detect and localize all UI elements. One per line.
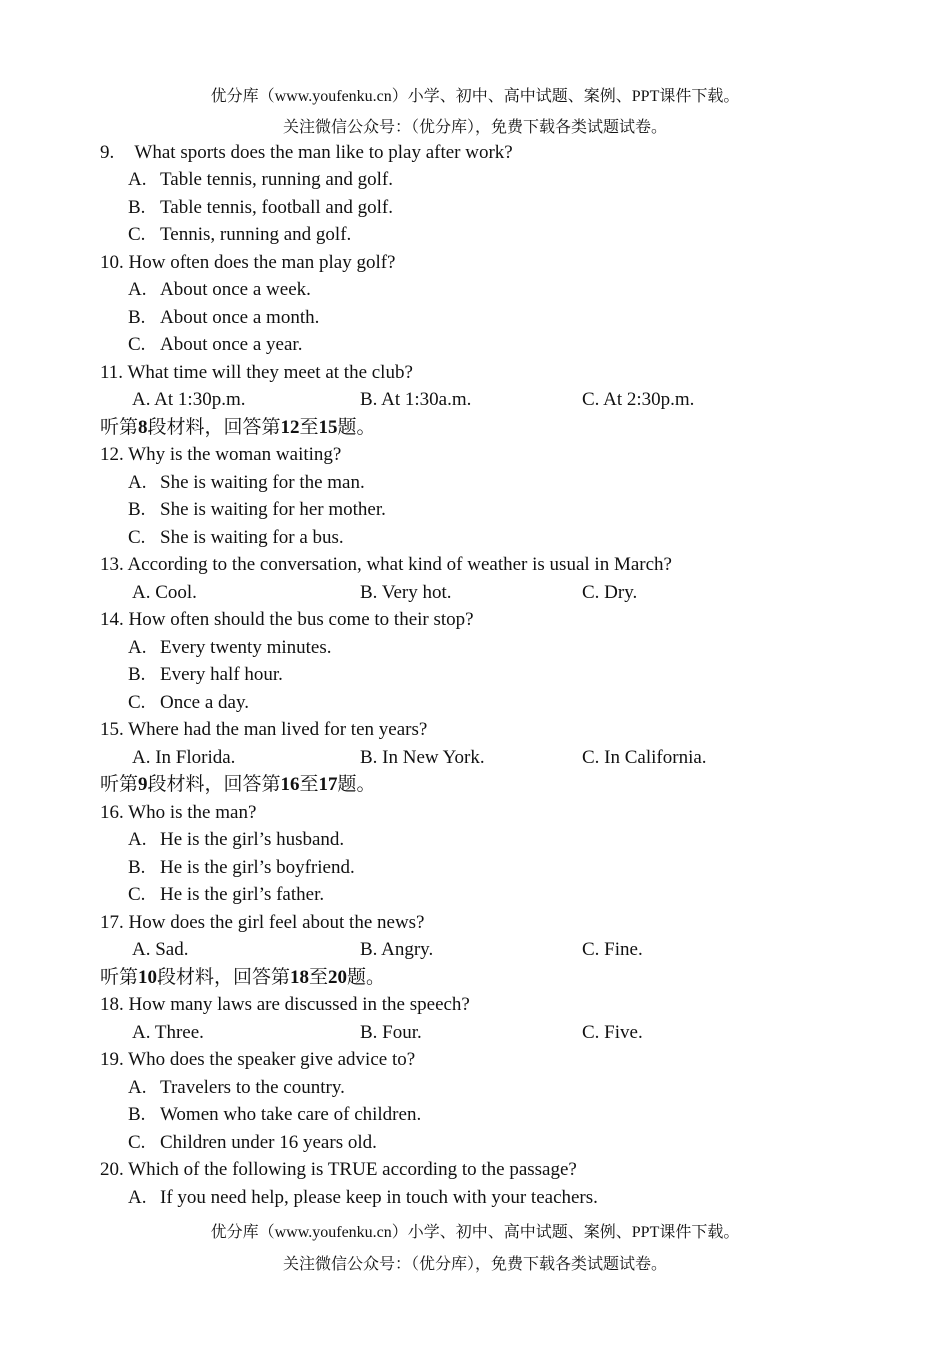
question-12 [100,443,341,467]
question-text: What sports does the man like to play after work? [134,142,513,163]
header-line-2: 关注微信公众号：（优分库），免费下载各类试题试卷。 [282,119,667,136]
option-10c: C. About once a year. [128,334,303,355]
option-17a: A. Sad. [132,939,189,960]
question-10 [100,251,395,275]
question-18 [100,993,470,1017]
question-text: How often should the bus come to their stop? [128,609,474,630]
footer-line-1: 优分库（www.youfenku.cn）小学、初中、高中试题、案例、PPT课件下载。 [210,1224,740,1241]
option-14b: B. Every half hour. [128,664,283,685]
question-17 [100,911,425,935]
option-14c: C. Once a day. [128,692,249,713]
option-19a: A. Travelers to the country. [128,1077,345,1098]
option-16c: C. He is the girl’s father. [128,884,325,905]
option-17b: B. Angry. [360,939,434,960]
option-18b: B. Four. [360,1022,422,1043]
question-text: Who does the speaker give advice to? [128,1049,416,1070]
option-11a: A. At 1:30p.m. [132,389,246,410]
question-text: Who is the man? [128,802,257,823]
question-number: 11. [100,362,124,383]
question-text: Which of the following is TRUE according to the passage? [128,1159,577,1180]
option-17c: C. Fine. [582,939,643,960]
question-number: 17. [100,912,124,933]
question-11 [100,361,413,385]
question-text: How often does the man play golf? [128,252,396,273]
option-18a: A. Three. [132,1022,204,1043]
question-number: 19. [100,1049,124,1070]
option-16b: B. He is the girl’s boyfriend. [128,857,355,878]
option-10a: A. About once a week. [128,279,311,300]
option-9a: A. Table tennis, running and golf. [128,169,393,190]
question-14 [100,608,474,632]
question-text: How many laws are discussed in the speech? [128,994,470,1015]
header-line-1: 优分库（www.youfenku.cn）小学、初中、高中试题、案例、PPT课件下载。 [210,88,740,105]
question-19 [100,1048,415,1072]
question-20 [100,1158,577,1182]
question-number: 9. [100,142,115,163]
question-number: 10. [100,252,124,273]
option-13b: B. Very hot. [360,582,452,603]
question-text: Where had the man lived for ten years? [128,719,428,740]
option-9b: B. Table tennis, football and golf. [128,197,393,218]
option-11c: C. At 2:30p.m. [582,389,695,410]
question-number: 12. [100,444,124,465]
option-15a: A. In Florida. [132,747,236,768]
option-13a: A. Cool. [132,582,197,603]
option-15c: C. In California. [582,747,707,768]
option-19c: C. Children under 16 years old. [128,1132,377,1153]
option-20a: A. If you need help, please keep in touch with your teachers. [128,1187,598,1208]
question-text: Why is the woman waiting? [128,444,342,465]
section-heading-9: 听第9段材料，回答第16至17题。 [100,774,376,795]
option-13c: C. Dry. [582,582,638,603]
question-9 [100,141,513,165]
question-number: 14. [100,609,124,630]
option-11b: B. At 1:30a.m. [360,389,472,410]
option-14a: A. Every twenty minutes. [128,637,332,658]
question-text: What time will they meet at the club? [127,362,413,383]
question-number: 16. [100,802,124,823]
question-15 [100,718,427,742]
option-10b: B. About once a month. [128,307,320,328]
section-heading-10: 听第10段材料，回答第18至20题。 [100,967,386,988]
option-12c: C. She is waiting for a bus. [128,527,344,548]
question-text: How does the girl feel about the news? [128,912,425,933]
question-13 [100,553,672,577]
option-15b: B. In New York. [360,747,485,768]
option-18c: C. Five. [582,1022,643,1043]
option-9c: C. Tennis, running and golf. [128,224,352,245]
question-text: According to the conversation, what kind of weather is usual in March? [127,554,672,575]
option-16a: A. He is the girl’s husband. [128,829,345,850]
question-16 [100,801,256,825]
footer-line-2: 关注微信公众号：（优分库），免费下载各类试题试卷。 [282,1256,667,1273]
question-number: 18. [100,994,124,1015]
option-19b: B. Women who take care of children. [128,1104,422,1125]
question-number: 15. [100,719,124,740]
option-12a: A. She is waiting for the man. [128,472,365,493]
option-12b: B. She is waiting for her mother. [128,499,386,520]
question-number: 13. [100,554,124,575]
section-heading-8: 听第8段材料，回答第12至15题。 [100,417,376,438]
question-number: 20. [100,1159,124,1180]
